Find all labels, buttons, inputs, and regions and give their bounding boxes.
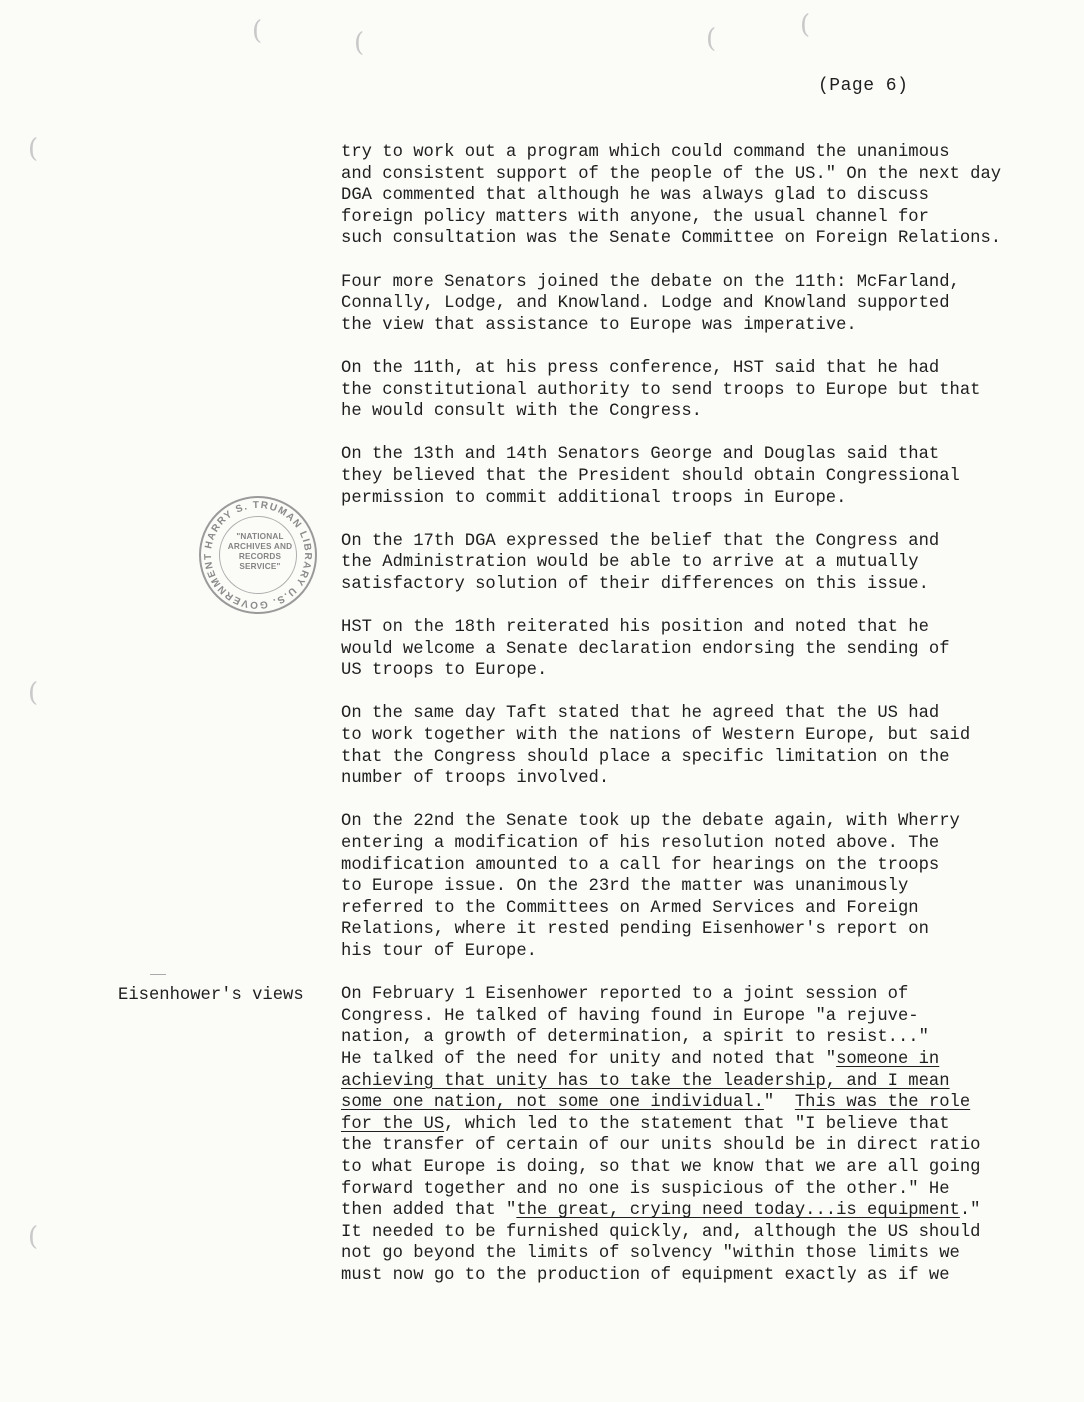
text-line	[341, 1049, 1041, 1071]
text-line: On the 13th and 14th Senators George and Douglas said that	[341, 445, 940, 465]
text-line: referred to the Committees on Armed Services and Foreign	[341, 898, 919, 918]
text-line: permission to commit additional troops in Europe.	[341, 488, 847, 508]
text-segment: ."	[959, 1201, 981, 1221]
text-line: try to work out a program which could command the unanimous	[341, 143, 950, 162]
stamp-line: SERVICE"	[239, 562, 281, 571]
text-line	[341, 1092, 1041, 1114]
text-line: satisfactory solution of their differences on this issue.	[341, 574, 929, 594]
text-line: his tour of Europe.	[341, 941, 537, 961]
text-line: On the 22nd the Senate took up the debate again, with Wherry	[341, 812, 960, 832]
text-line: HST on the 18th reiterated his position and noted that he	[341, 618, 929, 638]
text-line: and consistent support of the people of the US." On the next day	[341, 164, 1002, 184]
text-line: to Europe issue. On the 23rd the matter was unanimously	[341, 877, 909, 897]
text-line: the transfer of certain of our units should be in direct ratio	[341, 1136, 981, 1156]
text-line: they believed that the President should obtain Congressional	[341, 466, 960, 486]
paragraph	[341, 142, 1041, 250]
scan-mark: (	[706, 24, 717, 54]
margin-tick	[150, 974, 166, 975]
text-line: not go beyond the limits of solvency "within those limits we	[341, 1244, 960, 1264]
text-line: On the 17th DGA expressed the belief that the Congress and	[341, 531, 940, 551]
scan-mark: (	[800, 10, 811, 40]
text-segment: , which led to the statement that "I believe that	[444, 1114, 950, 1134]
underlined-quote: This was the role	[794, 1093, 971, 1113]
paragraph	[341, 444, 1041, 509]
text-line: that the Congress should place a specific limitation on the	[341, 747, 950, 767]
text-line: It needed to be furnished quickly, and, although the US should	[341, 1222, 981, 1242]
text-line: to what Europe is doing, so that we know that we are all going	[341, 1157, 981, 1177]
paragraph	[341, 703, 1041, 789]
text-line: modification amounted to a call for hearings on the troops	[341, 855, 940, 875]
scan-mark: (	[354, 28, 365, 58]
text-line: nation, a growth of determination, a spirit to resist..."	[341, 1028, 929, 1048]
stamp-line: "NATIONAL	[236, 532, 284, 541]
paragraph	[341, 358, 1041, 423]
text-line	[341, 1200, 1041, 1222]
underlined-quote: the great, crying need today...is equipment	[516, 1201, 960, 1221]
text-line	[341, 1071, 1041, 1093]
stamp-center-text	[223, 532, 297, 572]
text-line: the constitutional authority to send troops to Europe but that	[341, 380, 981, 400]
stamp-line: ARCHIVES AND	[227, 542, 293, 551]
text-line: On the same day Taft stated that he agreed that the US had	[341, 704, 940, 724]
scan-mark: (	[28, 134, 39, 164]
text-line: he would consult with the Congress.	[341, 402, 702, 422]
scan-mark: (	[252, 16, 263, 46]
text-line: the view that assistance to Europe was imperative.	[341, 315, 857, 335]
text-line	[341, 1114, 1041, 1136]
text-line: Congress. He talked of having found in Europe "a rejuve-	[341, 1006, 919, 1026]
page-number: (Page 6)	[818, 76, 909, 96]
paragraph	[341, 811, 1041, 962]
text-line: to work together with the nations of Western Europe, but said	[341, 726, 971, 746]
margin-note: Eisenhower's views	[118, 986, 304, 1005]
text-segment: then added that "	[341, 1201, 517, 1221]
text-line: number of troops involved.	[341, 769, 610, 789]
paragraph	[341, 531, 1041, 596]
stamp-ring-label: HARRY S. TRUMAN LIBRARY U.S. GOVERNMENT	[202, 499, 314, 611]
paragraph	[341, 272, 1041, 337]
text-line: forward together and no one is suspicious of the other." He	[341, 1179, 950, 1199]
underlined-quote: achieving that unity has to take the leadership, and I mean	[341, 1071, 950, 1091]
text-line: such consultation was the Senate Committee on Foreign Relations.	[341, 229, 1002, 249]
text-line: On the 11th, at his press conference, HST said that he had	[341, 358, 940, 378]
text-line: Four more Senators joined the debate on the 11th: McFarland,	[341, 272, 960, 292]
underlined-quote: for the US	[341, 1114, 445, 1134]
text-line: must now go to the production of equipment exactly as if we	[341, 1265, 950, 1285]
text-segment: "	[763, 1093, 795, 1113]
text-line: would welcome a Senate declaration endorsing the sending of	[341, 639, 950, 659]
body-text	[341, 142, 1041, 1308]
text-line: the Administration would be able to arrive at a mutually	[341, 553, 919, 573]
text-line: US troops to Europe.	[341, 661, 548, 681]
scan-mark: (	[28, 1222, 39, 1252]
archive-stamp	[199, 496, 317, 614]
scan-mark: (	[28, 678, 39, 708]
text-line: foreign policy matters with anyone, the usual channel for	[341, 207, 929, 227]
text-line: entering a modification of his resolution noted above. The	[341, 834, 940, 853]
paragraph	[341, 617, 1041, 682]
eisenhower-paragraph	[341, 984, 1041, 1286]
underlined-quote: someone in	[836, 1049, 940, 1069]
underlined-quote: some one nation, not some one individual.	[341, 1093, 764, 1113]
text-segment: He talked of the need for unity and noted that "	[341, 1049, 837, 1069]
text-line: Connally, Lodge, and Knowland. Lodge and Knowland supported	[341, 294, 950, 314]
text-line: DGA commented that although he was always glad to discuss	[341, 186, 929, 206]
stamp-line: RECORDS	[238, 552, 282, 561]
text-line: On February 1 Eisenhower reported to a joint session of	[341, 985, 909, 1005]
text-line: Relations, where it rested pending Eisenhower's report on	[341, 920, 929, 940]
